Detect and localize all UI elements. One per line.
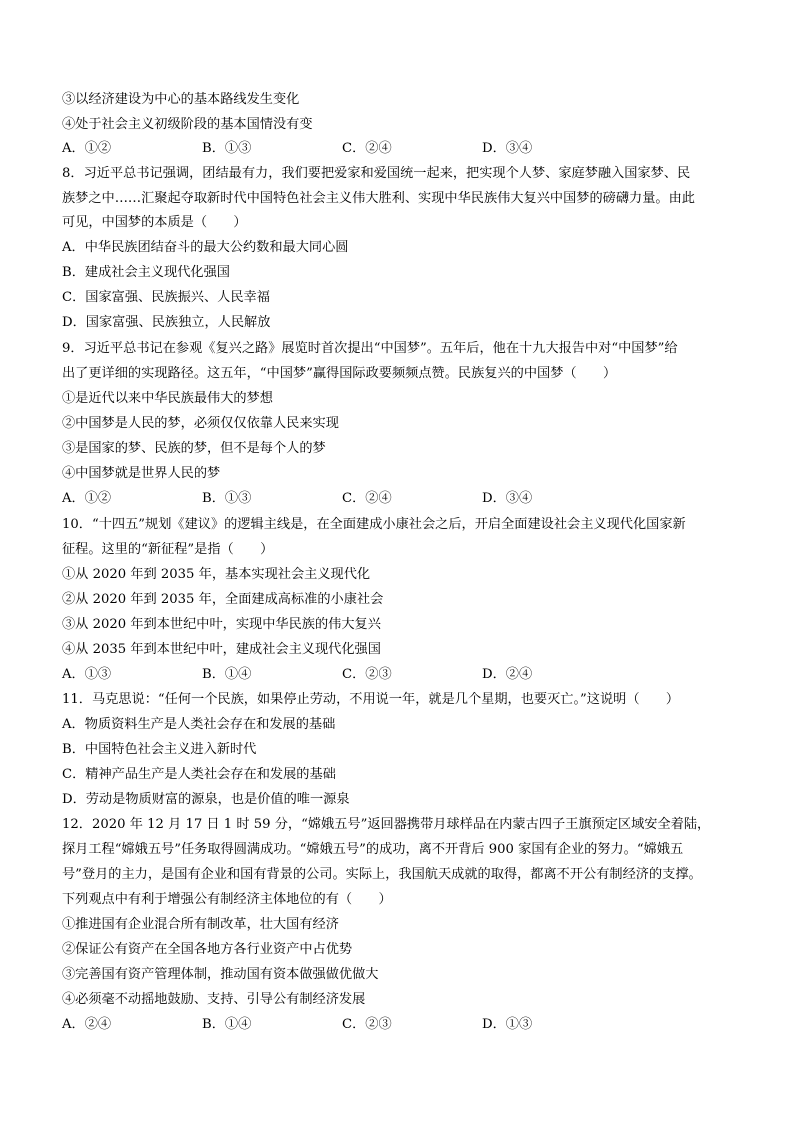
option-b: B．①④	[202, 667, 252, 682]
choice-line: D．劳动是物质财富的源泉，也是价值的唯一源泉	[62, 792, 350, 807]
statement-line: ④从 2035 年到本世纪中叶，建成社会主义现代化强国	[62, 642, 381, 657]
answer-options	[62, 1015, 742, 1035]
statement-line: ②中国梦是人民的梦，必须仅仅依靠人民来实现	[62, 416, 339, 431]
statement-line: ③是国家的梦、民族的梦，但不是每个人的梦	[62, 441, 326, 456]
option-c: C．②④	[342, 141, 392, 156]
answer-options	[62, 489, 742, 509]
statement-line: ④必须毫不动摇地鼓励、支持、引导公有制经济发展	[62, 992, 366, 1007]
question-10: 10．“十四五”规划《建议》的逻辑主线是，在全面建成小康社会之后，开启全面建设社会主义现代化国家新	[62, 517, 686, 532]
text-line: 族梦之中……汇聚起夺取新时代中国特色社会主义伟大胜利、实现中华民族伟大复兴中国梦的磅礴力量。由此	[62, 191, 695, 206]
statement-line: ①从 2020 年到 2035 年，基本实现社会主义现代化	[62, 567, 371, 582]
answer-options	[62, 665, 742, 685]
statement-line: ②保证公有资产在全国各地方各行业资产中占优势	[62, 942, 353, 957]
text-line: ③以经济建设为中心的基本路线发生变化	[62, 92, 300, 107]
choice-line: C．精神产品生产是人类社会存在和发展的基础	[62, 767, 336, 782]
choice-line: A．物质资料生产是人类社会存在和发展的基础	[62, 717, 336, 732]
statement-line: ③从 2020 年到本世纪中叶，实现中华民族的伟大复兴	[62, 617, 381, 632]
option-d: D．①③	[482, 1017, 533, 1032]
statement-line: ③完善国有资产管理体制，推动国有资本做强做优做大	[62, 967, 379, 982]
choice-line: D．国家富强、民族独立，人民解放	[62, 315, 271, 330]
answer-options	[62, 139, 742, 159]
option-b: B．①③	[202, 491, 252, 506]
option-c: C．②③	[342, 1017, 392, 1032]
choice-line: B．建成社会主义现代化强国	[62, 265, 230, 280]
option-a: A．①③	[62, 667, 112, 682]
text-line: 征程。这里的“新征程”是指（ ）	[62, 542, 274, 557]
option-a: A．①②	[62, 491, 112, 506]
choice-line: B．中国特色社会主义进入新时代	[62, 742, 257, 757]
question-12: 12．2020 年 12 月 17 日 1 时 59 分，“嫦娥五号”返回器携带月球样品在内蒙古四子王旗预定区域安全着陆，	[62, 817, 711, 832]
option-a: A．①②	[62, 141, 112, 156]
question-9: 9．习近平总书记在参观《复兴之路》展览时首次提出“中国梦”。五年后，他在十九大报告中对“中国梦”给	[62, 341, 678, 356]
option-d: D．③④	[482, 491, 533, 506]
question-8: 8．习近平总书记强调，团结最有力，我们要把爱家和爱国统一起来，把实现个人梦、家庭梦融入国家梦、民	[62, 166, 691, 181]
text-line: 下列观点中有利于增强公有制经济主体地位的有（ ）	[62, 892, 392, 907]
statement-line: ④中国梦就是世界人民的梦	[62, 466, 221, 481]
option-a: A．②④	[62, 1017, 112, 1032]
option-c: C．②③	[342, 667, 392, 682]
text-line: ④处于社会主义初级阶段的基本国情没有变	[62, 117, 313, 132]
text-line: 出了更详细的实现路径。这五年，“中国梦”赢得国际政要频频点赞。民族复兴的中国梦（ ）	[62, 366, 617, 381]
statement-line: ②从 2020 年到 2035 年，全面建成高标准的小康社会	[62, 592, 384, 607]
option-d: D．③④	[482, 141, 533, 156]
option-b: B．①③	[202, 141, 252, 156]
option-d: D．②④	[482, 667, 533, 682]
choice-line: A．中华民族团结奋斗的最大公约数和最大同心圆	[62, 240, 349, 255]
statement-line: ①推进国有企业混合所有制改革，壮大国有经济	[62, 917, 339, 932]
option-b: B．①④	[202, 1017, 252, 1032]
question-11: 11．马克思说：“任何一个民族，如果停止劳动，不用说一年，就是几个星期，也要灭亡。”这说明（ ）	[62, 692, 680, 707]
text-line: 可见，中国梦的本质是（ ）	[62, 215, 247, 230]
text-line: 号”登月的主力，是国有企业和国有背景的公司。实际上，我国航天成就的取得，都离不开公有制经济的支撑。	[62, 867, 702, 882]
statement-line: ①是近代以来中华民族最伟大的梦想	[62, 391, 273, 406]
choice-line: C．国家富强、民族振兴、人民幸福	[62, 290, 270, 305]
option-c: C．②④	[342, 491, 392, 506]
text-line: 探月工程“嫦娥五号”任务取得圆满成功。“嫦娥五号”的成功，离不开背后 900 家国有企业的努力。“嫦娥五	[62, 842, 684, 857]
